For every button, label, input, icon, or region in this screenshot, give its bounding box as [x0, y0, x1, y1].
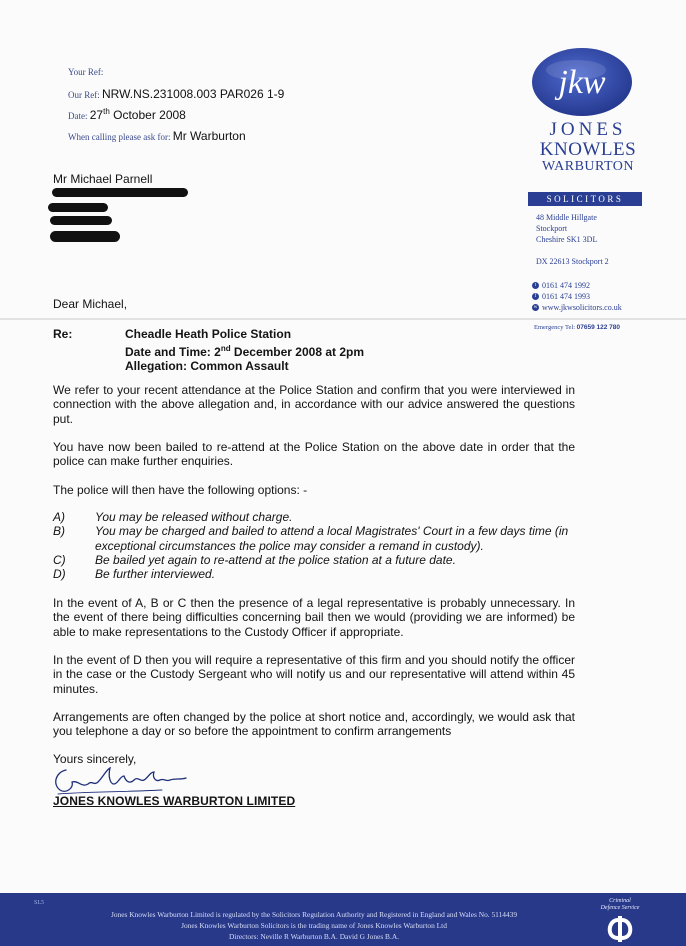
redaction-mark [52, 188, 188, 197]
footer-code: SL5 [34, 900, 45, 906]
firm-name-line2: KNOWLES [539, 138, 637, 160]
fax-icon: f [532, 293, 539, 300]
option-text: Be bailed yet again to re-attend at the police station at a future date. [95, 552, 456, 567]
footer-line1: Jones Knowles Warburton Limited is regulated by the Solicitors Regulation Authority and Registered in England and Wales No. 5114439 [110, 910, 518, 919]
firm-name [528, 120, 648, 175]
our-ref-value: NRW.NS.231008.003 PAR026 1-9 [102, 87, 285, 101]
cds-label [594, 898, 646, 912]
emergency-label: Emergency Tel: [534, 324, 575, 331]
date-label: Date: [68, 111, 88, 121]
web-icon: w [533, 305, 538, 310]
your-ref-label: Your Ref: [68, 67, 104, 77]
footer-line2: Jones Knowles Warburton Solicitors is the trading name of Jones Knowles Warburton Ltd [181, 921, 447, 930]
date-rest: October 2008 [113, 108, 186, 122]
addressee-name: Mr Michael Parnell [53, 172, 153, 186]
calling-value: Mr Warburton [172, 129, 246, 143]
address-line: Cheshire SK1 3DL [536, 235, 598, 244]
solicitors-banner: SOLICITORS [528, 192, 642, 206]
redaction-mark [50, 231, 120, 242]
redaction-mark [48, 203, 108, 212]
firm-name-line1: JONES [549, 119, 627, 140]
option-item [53, 553, 583, 567]
footer-text [40, 909, 588, 942]
firm-address [536, 212, 597, 245]
scan-fold-line [0, 318, 686, 320]
re-label: Re: [53, 327, 73, 341]
re-line1: Cheadle Heath Police Station [125, 327, 292, 341]
paragraph-2: You have now been bailed to re-attend at the Police Station on the above date in order that the police can make further enquiries. [53, 440, 575, 469]
option-text: You may be charged and bailed to attend a local Magistrates' Court in a few days time (in exceptional circumstances the police may consider a remand in custody). [95, 524, 569, 553]
date-day: 27 [89, 108, 104, 122]
footer-line3: Directors: Neville R Warburton B.A. David G Jones B.A. [228, 932, 400, 941]
re-line2-sup: nd [220, 343, 231, 353]
re-line2-rest: December 2008 at 2pm [230, 344, 364, 359]
signatory-firm: JONES KNOWLES WARBURTON LIMITED [53, 794, 296, 808]
redaction-mark [50, 216, 112, 225]
date-suffix: th [103, 107, 110, 116]
cds-line2: Defence Service [600, 905, 640, 911]
our-ref-label: Our Ref: [68, 90, 100, 100]
firm-phone: 0161 474 1992 [542, 281, 590, 290]
phone-icon: t [532, 282, 539, 289]
option-key: A) [53, 510, 65, 524]
your-ref [68, 67, 103, 77]
paragraph-5: In the event of D then you will require a representative of this firm and you should notify the officer in the case or the Custody Sergeant who will notify us and our representative will attend within 45 minutes. [53, 653, 575, 696]
handwritten-signature [52, 762, 202, 796]
firm-contacts [532, 280, 622, 313]
option-item [53, 567, 583, 581]
closing: Yours sincerely, [53, 752, 137, 766]
option-key: B) [53, 524, 65, 539]
firm-fax: 0161 474 1993 [542, 292, 590, 301]
option-text: You may be released without charge. [95, 510, 293, 524]
logo-text: jkw [558, 64, 606, 101]
option-key: D) [53, 567, 66, 582]
emergency-value: 07659 122 780 [576, 324, 621, 331]
firm-dx: DX 22613 Stockport 2 [536, 257, 609, 266]
re-line2 [125, 342, 364, 360]
paragraph-3: The police will then have the following options: - [53, 483, 308, 497]
firm-name-line3: WARBURTON [541, 158, 635, 174]
re-subject [125, 327, 364, 374]
calling-ref [68, 129, 246, 143]
re-line3: Allegation: Common Assault [125, 359, 289, 373]
option-text: Be further interviewed. [95, 567, 216, 582]
calling-label: When calling please ask for: [68, 132, 171, 142]
option-key: C) [53, 552, 66, 567]
re-line2-prefix: Date and Time: 2 [125, 344, 221, 359]
paragraph-6: Arrangements are often changed by the police at short notice and, accordingly, we would ask that you telephone a day or so before the appointment to confirm arrangements [53, 710, 575, 739]
option-item [53, 510, 583, 524]
our-ref [68, 87, 284, 101]
address-line: 48 Middle Hillgate [536, 213, 597, 222]
criminal-defence-service-logo [602, 914, 638, 944]
paragraph-1: We refer to your recent attendance at the Police Station and confirm that you were interviewed in connection with the above allegation and, in accordance with our advice answered the questions put. [53, 383, 575, 426]
emergency-tel [534, 324, 620, 331]
salutation: Dear Michael, [53, 297, 128, 311]
jkw-logo [530, 46, 634, 118]
option-item [53, 524, 583, 553]
paragraph-4: In the event of A, B or C then the presence of a legal representative is probably unnecessary. In the event of there being difficulties concerning bail then we would (providing we are informed) be able to make representations to the Custody Officer if appropriate. [53, 596, 575, 639]
options-list [53, 510, 583, 581]
cds-line1: Criminal [609, 898, 631, 904]
address-line: Stockport [536, 224, 568, 233]
firm-web: www.jkwsolicitors.co.uk [542, 303, 622, 312]
letter-date [68, 107, 186, 122]
